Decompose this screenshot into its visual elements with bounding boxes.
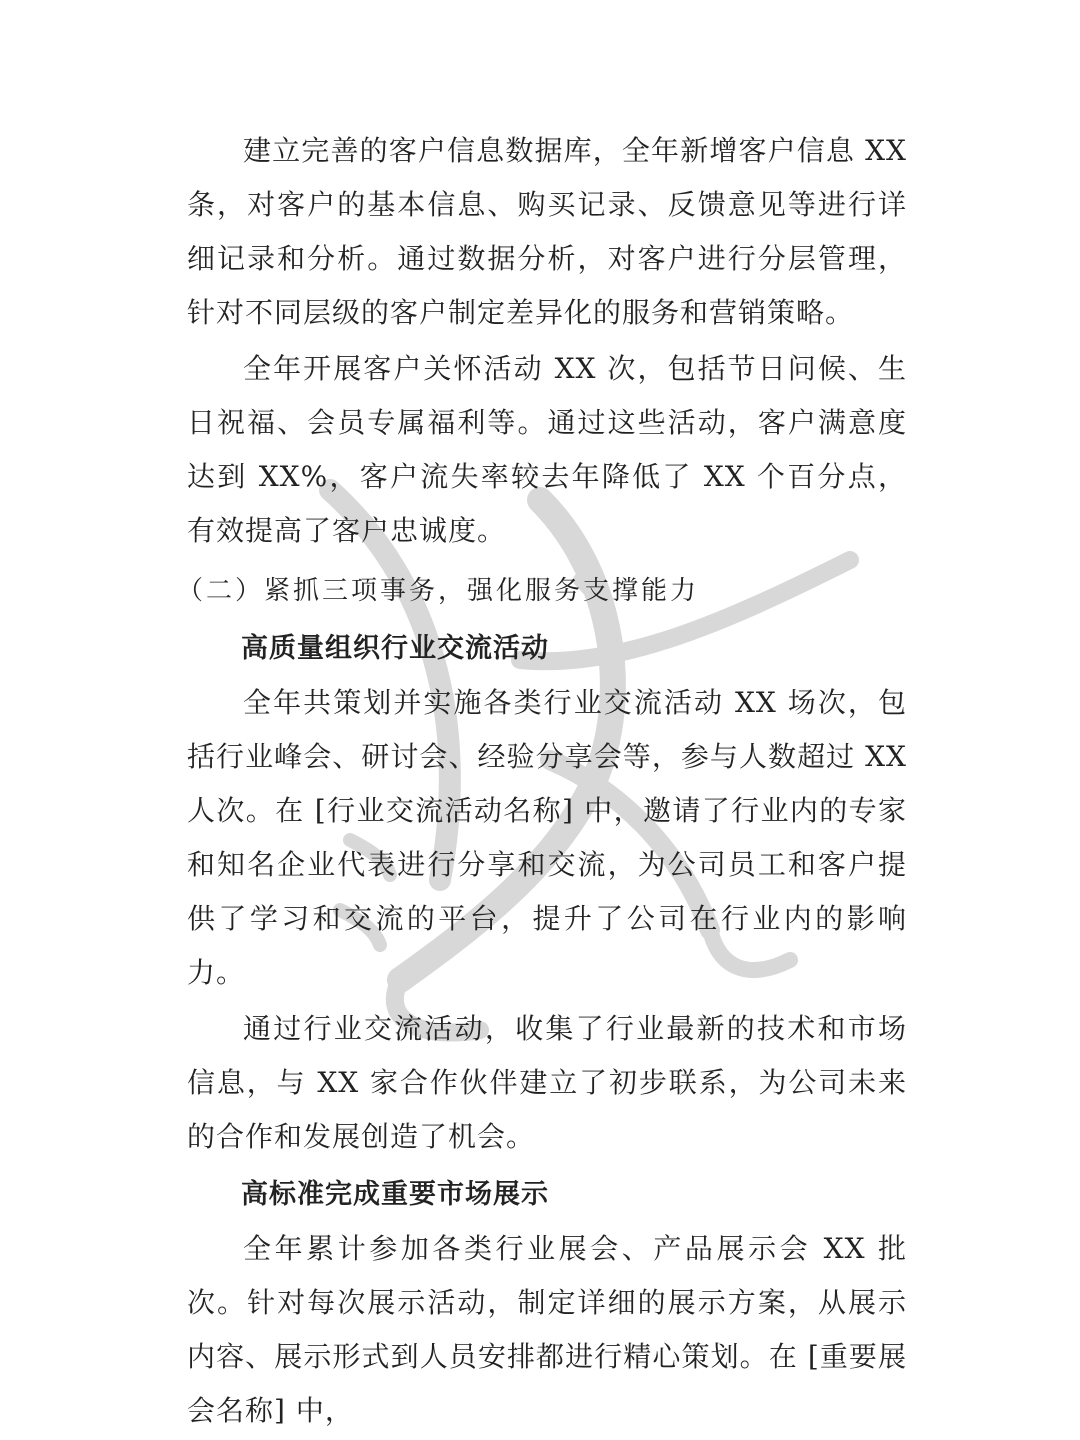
paragraph-market-display: 全年累计参加各类行业展会、产品展示会 XX 批次。针对每次展示活动，制定详细的展示方案，从展示内容、展示形式到人员安排都进行精心策划。在 [重要展会名称] 中， (187, 1232, 907, 1427)
paragraph-exchange-activities: 全年共策划并实施各类行业交流活动 XX 场次，包括行业峰会、研讨会、经验分享会等，参与人数超过 XX 人次。在 [行业交流活动名称] 中，邀请了行业内的专家和知名企业代表进行分享和交流，为公司员工和客户提供了学习和交流的平台，提升了公司在行业内的影响力。 (187, 686, 907, 989)
paragraph-customer-care: 全年开展客户关怀活动 XX 次，包括节日问候、生日祝福、会员专属福利等。通过这些活动，客户满意度达到 XX%，客户流失率较去年降低了 XX 个百分点，有效提高了客户忠诚度。 (187, 352, 907, 547)
document-body (177, 124, 907, 1440)
subsection-heading-market-display: 高标准完成重要市场展示 (241, 1179, 549, 1210)
paragraph-exchange-results: 通过行业交流活动，收集了行业最新的技术和市场信息，与 XX 家合作伙伴建立了初步联系，为公司未来的合作和发展创造了机会。 (187, 1012, 907, 1153)
subsection-heading-exchange: 高质量组织行业交流活动 (241, 633, 549, 664)
section-heading: （二）紧抓三项事务，强化服务支撑能力 (177, 576, 700, 606)
paragraph-customer-database: 建立完善的客户信息数据库，全年新增客户信息 XX 条，对客户的基本信息、购买记录、反馈意见等进行详细记录和分析。通过数据分析，对客户进行分层管理，针对不同层级的客户制定差异化的服务和营销策略。 (187, 134, 907, 329)
